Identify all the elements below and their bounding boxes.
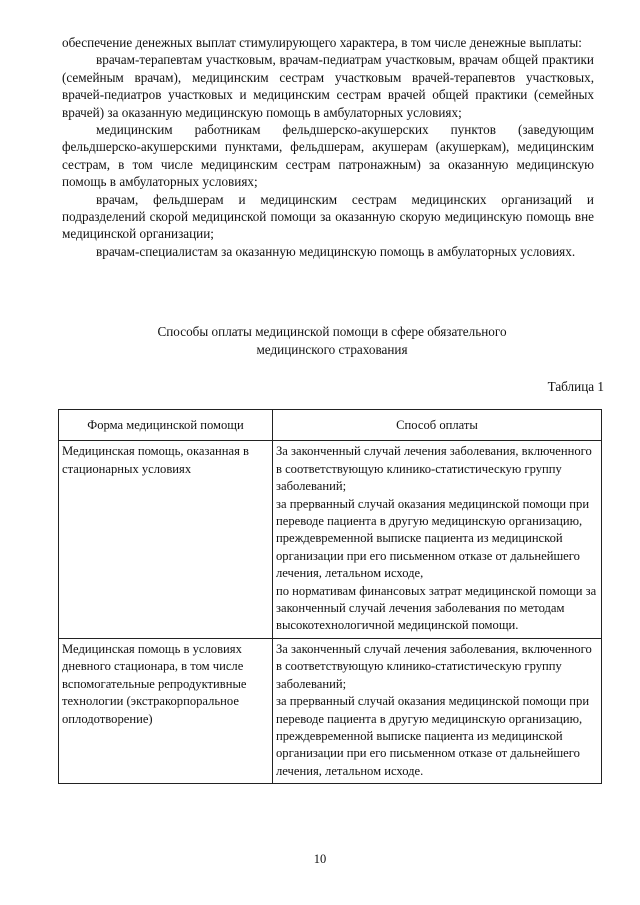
paragraph: врачам-специалистам за оказанную медицинскую помощь в амбулаторных условиях.	[96, 243, 576, 259]
payment-method-cell	[273, 441, 602, 638]
payment-methods-table	[58, 409, 602, 784]
paragraph: врачам-терапевтам участковым, врачам-педиатрам участковым, врачам общей практики (семейным врачам), медицинским сестрам участковым врачей-терапевтов участковых, врачей-педиатров участковых и медицинским сестрам врачей общей практики (семейных врачей) за оказанную медицинскую помощь в амбулаторных условиях;	[62, 52, 594, 120]
section-title	[62, 323, 602, 359]
care-form-cell: Медицинская помощь, оказанная в стационарных условиях	[59, 441, 273, 638]
table-header-row	[59, 410, 602, 441]
payment-method-cell	[273, 638, 602, 783]
payment-method-item: За законченный случай лечения заболевания, включенного в соответствующую клинико-статистическую группу заболеваний;	[276, 641, 592, 691]
section-title-line: медицинского страхования	[256, 342, 408, 357]
section-title-line: Способы оплаты медицинской помощи в сфере обязательного	[157, 324, 507, 339]
table-row	[59, 441, 602, 638]
paragraph: врачам, фельдшерам и медицинским сестрам медицинских организаций и подразделений скорой медицинской помощи за оказанную скорую медицинскую помощь вне медицинской организации;	[62, 191, 594, 242]
column-header: Способ оплаты	[273, 410, 602, 441]
column-header: Форма медицинской помощи	[59, 410, 273, 441]
paragraph: медицинским работникам фельдшерско-акушерских пунктов (заведующим фельдшерско-акушерскими пунктами, фельдшерам, акушерам (акушеркам), медицинским сестрам, в том числе медицинским сестрам патронажным) за оказанную медицинскую помощь в амбулаторных условиях;	[62, 122, 594, 190]
body-text	[62, 34, 594, 260]
paragraph: обеспечение денежных выплат стимулирующего характера, в том числе денежные выплаты:	[62, 35, 582, 50]
payment-method-item: за прерванный случай оказания медицинской помощи при переводе пациента в другую медицинскую организацию, преждевременной выписке пациента из медицинской организации при его письменном отказе от дальнейшего лечения, летальном исходе,	[276, 496, 590, 581]
table-row	[59, 638, 602, 783]
payment-method-item: по нормативам финансовых затрат медицинской помощи за законченный случай лечения заболевания по методам высокотехнологичной медицинской помощи.	[276, 583, 597, 633]
page-number: 10	[313, 852, 327, 866]
table-label: Таблица 1	[547, 379, 604, 394]
payment-method-item: За законченный случай лечения заболевания, включенного в соответствующую клинико-статистическую группу заболеваний;	[276, 444, 592, 494]
care-form-cell: Медицинская помощь в условиях дневного стационара, в том числе вспомогательные репродуктивные технологии (экстракорпоральное оплодотворение)	[59, 638, 273, 783]
payment-method-item: за прерванный случай оказания медицинской помощи при переводе пациента в другую медицинскую организацию, преждевременной выписке пациента из медицинской организации при его письменном отказе от дальнейшего лечения, летальном исходе.	[276, 694, 590, 778]
